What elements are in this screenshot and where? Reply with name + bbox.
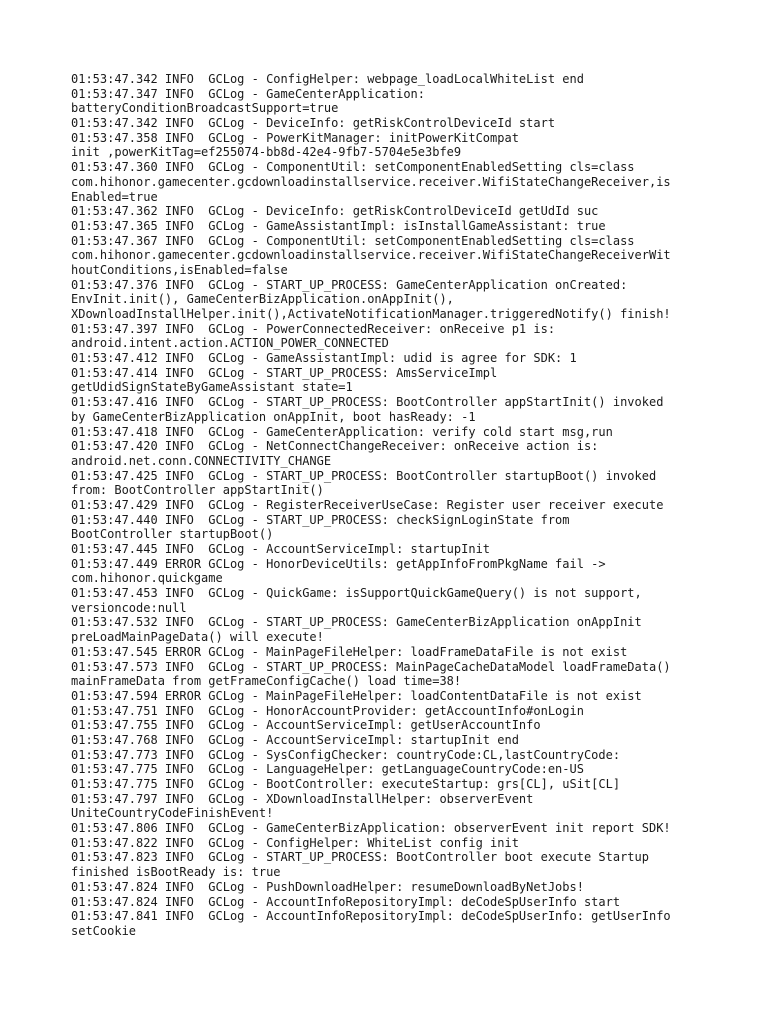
log-line: 01:53:47.418 INFO GCLog - GameCenterApplication: verify cold start msg,run	[71, 424, 613, 439]
log-line: android.net.conn.CONNECTIVITY_CHANGE	[71, 453, 332, 468]
log-line: init ,powerKitTag=ef255074-bb8d-42e4-9fb7-5704e5e3bfe9	[71, 145, 462, 160]
log-line: com.hihonor.quickgame	[71, 571, 223, 586]
log-line: 01:53:47.414 INFO GCLog - START_UP_PROCESS: AmsServiceImpl	[71, 365, 498, 380]
log-line: com.hihonor.gamecenter.gcdownloadinstallservice.receiver.WifiStateChangeReceiverWit	[71, 248, 671, 263]
log-line: getUdidSignStateByGameAssistant state=1	[71, 380, 353, 395]
log-line: EnvInit.init(), GameCenterBizApplication.onAppInit(),	[71, 292, 454, 307]
log-line: 01:53:47.594 ERROR GCLog - MainPageFileHelper: loadContentDataFile is not exist	[71, 688, 642, 703]
log-line: 01:53:47.806 INFO GCLog - GameCenterBizApplication: observerEvent init report SDK!	[71, 821, 671, 836]
log-line: 01:53:47.841 INFO GCLog - AccountInfoRepositoryImpl: deCodeSpUserInfo: getUserInfo	[71, 909, 671, 924]
log-line: 01:53:47.773 INFO GCLog - SysConfigChecker: countryCode:CL,lastCountryCode:	[71, 747, 621, 762]
log-line: 01:53:47.362 INFO GCLog - DeviceInfo: getRiskControlDeviceId getUdId suc	[71, 204, 599, 219]
log-line: 01:53:47.545 ERROR GCLog - MainPageFileHelper: loadFrameDataFile is not exist	[71, 644, 628, 659]
log-line: mainFrameData from getFrameConfigCache() load time=38!	[71, 674, 462, 689]
log-line: XDownloadInstallHelper.init(),ActivateNotificationManager.triggeredNotify() finish!	[71, 307, 671, 321]
log-line: 01:53:47.822 INFO GCLog - ConfigHelper: WhiteList config init	[71, 835, 519, 850]
log-line: 01:53:47.347 INFO GCLog - GameCenterApplication:	[71, 86, 426, 101]
log-line: from: BootController appStartInit()	[71, 483, 324, 498]
log-line: 01:53:47.376 INFO GCLog - START_UP_PROCESS: GameCenterApplication onCreated:	[71, 277, 628, 292]
log-line: houtConditions,isEnabled=false	[71, 262, 288, 277]
log-line: 01:53:47.824 INFO GCLog - PushDownloadHelper: resumeDownloadByNetJobs!	[71, 879, 584, 894]
log-line: setCookie	[71, 923, 137, 938]
log-line: 01:53:47.573 INFO GCLog - START_UP_PROCESS: MainPageCacheDataModel loadFrameData()	[71, 659, 671, 674]
log-line: 01:53:47.420 INFO GCLog - NetConnectChangeReceiver: onReceive action is:	[71, 439, 599, 454]
log-line: 01:53:47.416 INFO GCLog - START_UP_PROCESS: BootController appStartInit() invoked	[71, 395, 664, 410]
log-line: 01:53:47.824 INFO GCLog - AccountInfoRepositoryImpl: deCodeSpUserInfo start	[71, 894, 621, 909]
log-line: 01:53:47.367 INFO GCLog - ComponentUtil: setComponentEnabledSetting cls=class	[71, 233, 635, 248]
log-line: 01:53:47.445 INFO GCLog - AccountServiceImpl: startupInit	[71, 542, 491, 556]
log-line: 01:53:47.440 INFO GCLog - START_UP_PROCESS: checkSignLoginState from	[71, 512, 570, 527]
log-line: 01:53:47.360 INFO GCLog - ComponentUtil: setComponentEnabledSetting cls=class	[71, 160, 635, 175]
log-line: by GameCenterBizApplication onAppInit, boot hasReady: -1	[71, 409, 476, 424]
log-line: com.hihonor.gamecenter.gcdownloadinstallservice.receiver.WifiStateChangeReceiver,is	[71, 174, 671, 189]
log-line: preLoadMainPageData() will execute!	[71, 630, 324, 645]
log-line: 01:53:47.449 ERROR GCLog - HonorDeviceUtils: getAppInfoFromPkgName fail ->	[71, 556, 606, 571]
log-line: 01:53:47.532 INFO GCLog - START_UP_PROCESS: GameCenterBizApplication onAppInit	[71, 615, 642, 630]
log-line: 01:53:47.768 INFO GCLog - AccountServiceImpl: startupInit end	[71, 732, 519, 747]
log-text	[71, 72, 711, 939]
log-line: 01:53:47.397 INFO GCLog - PowerConnectedReceiver: onReceive p1 is:	[71, 321, 556, 336]
log-line: 01:53:47.775 INFO GCLog - BootController: executeStartup: grs[CL], uSit[CL]	[71, 777, 621, 791]
log-line: android.intent.action.ACTION_POWER_CONNECTED	[71, 336, 389, 351]
log-line: 01:53:47.342 INFO GCLog - DeviceInfo: getRiskControlDeviceId start	[71, 116, 556, 131]
log-line: versioncode:null	[71, 600, 187, 615]
log-line: batteryConditionBroadcastSupport=true	[71, 101, 339, 116]
log-line: 01:53:47.365 INFO GCLog - GameAssistantImpl: isInstallGameAssistant: true	[71, 218, 606, 233]
log-line: 01:53:47.412 INFO GCLog - GameAssistantImpl: udid is agree for SDK: 1	[71, 351, 577, 366]
log-line: 01:53:47.751 INFO GCLog - HonorAccountProvider: getAccountInfo#onLogin	[71, 703, 584, 718]
log-line: 01:53:47.425 INFO GCLog - START_UP_PROCESS: BootController startupBoot() invoked	[71, 468, 657, 483]
log-line: BootController startupBoot()	[71, 527, 274, 542]
log-line: 01:53:47.453 INFO GCLog - QuickGame: isSupportQuickGameQuery() is not support,	[71, 586, 642, 601]
log-line: 01:53:47.797 INFO GCLog - XDownloadInstallHelper: observerEvent	[71, 791, 534, 806]
log-line: Enabled=true	[71, 189, 158, 204]
log-line: 01:53:47.429 INFO GCLog - RegisterReceiverUseCase: Register user receiver execute	[71, 497, 664, 512]
log-line: 01:53:47.775 INFO GCLog - LanguageHelper: getLanguageCountryCode:en-US	[71, 762, 584, 777]
log-line: 01:53:47.823 INFO GCLog - START_UP_PROCESS: BootController boot execute Startup	[71, 850, 649, 865]
log-line: 01:53:47.342 INFO GCLog - ConfigHelper: webpage_loadLocalWhiteList end	[71, 72, 584, 86]
log-line: 01:53:47.358 INFO GCLog - PowerKitManager: initPowerKitCompat	[71, 130, 519, 145]
log-line: finished isBootReady is: true	[71, 865, 281, 880]
log-line: UniteCountryCodeFinishEvent!	[71, 806, 274, 821]
log-line: 01:53:47.755 INFO GCLog - AccountServiceImpl: getUserAccountInfo	[71, 718, 541, 733]
